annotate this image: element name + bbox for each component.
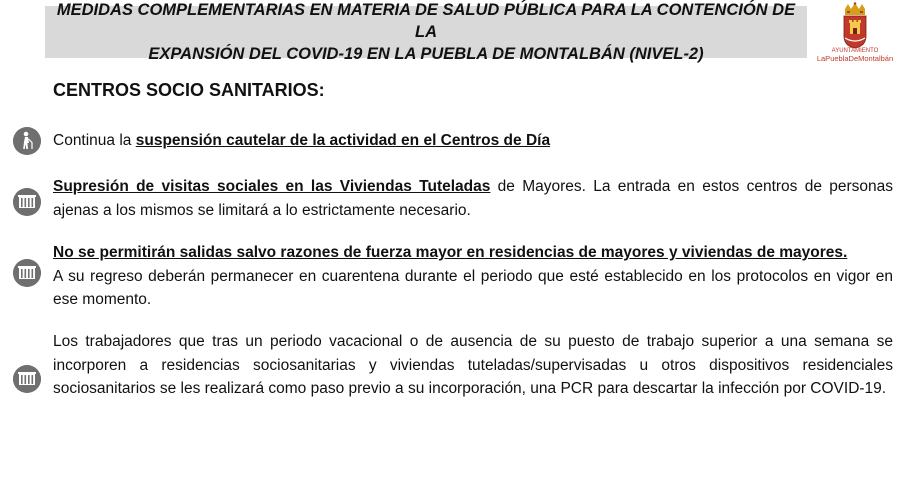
logo-caption-top: AYUNTAMIENTO [831, 48, 879, 54]
title-line-1: MEDIDAS COMPLEMENTARIAS EN MATERIA DE SALUD PÚBLICA PARA LA CONTENCIÓN DE LA [56, 1, 796, 41]
building-icon [13, 188, 41, 216]
item-3-highlight: No se permitirán salidas salvo razones de fuerza mayor en residencias de mayores y viviendas de mayores. [53, 244, 848, 261]
item-2-rest: de Mayores. La entrada en estos centros de personas ajenas a los mismos se limitará a lo estrictamente necesario. [53, 178, 894, 219]
title-line-2: EXPANSIÓN DEL COVID-19 EN LA PUEBLA DE MONTALBÁN (NIVEL-2) [148, 45, 704, 63]
item-1-prefix: Continua la [53, 132, 136, 149]
page-title [56, 0, 796, 65]
building-icon [13, 365, 41, 393]
item-4-text: Los trabajadores que tras un periodo vacacional o de ausencia de su puesto de trabajo superior a una semana se incorporen a residencias sociosanitarias y viviendas tuteladas/supervisadas u otros dispositivos residenciales sociosanitarios se les realizará como paso previo a su incorporación, una PCR para descartar la infección por COVID-19. [53, 333, 893, 397]
building-icon [13, 259, 41, 287]
item-1-text [53, 129, 893, 153]
item-3-rest: A su regreso deberán permanecer en cuarentena durante el periodo que esté establecido en los protocolos en vigor en ese momento. [53, 267, 893, 308]
crown-icon [845, 2, 865, 15]
header-banner [45, 1, 807, 63]
elderly-person-icon [13, 127, 41, 155]
item-2-text [53, 175, 893, 222]
section-title: CENTROS SOCIO SANITARIOS: [53, 80, 325, 100]
item-1-highlight: suspensión cautelar de la actividad en el Centros de Día [135, 132, 551, 149]
logo-caption-bottom: LaPueblaDeMontalbán [816, 54, 894, 63]
item-2-highlight: Supresión de visitas sociales en las Viviendas Tuteladas [53, 178, 491, 195]
item-3-text [53, 241, 893, 312]
logo-caption [812, 48, 898, 62]
shield-icon [844, 16, 866, 48]
